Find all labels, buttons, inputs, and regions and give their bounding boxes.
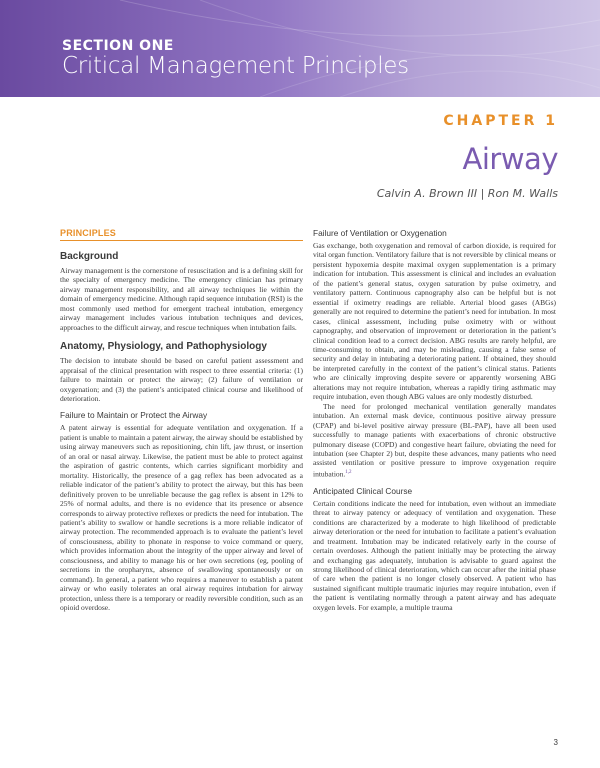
chapter-label: CHAPTER 1 xyxy=(443,113,558,129)
section-label: SECTION ONE xyxy=(62,38,174,54)
failure-airway-heading: Failure to Maintain or Protect the Airway xyxy=(60,410,208,421)
chapter-title: Airway xyxy=(462,142,558,176)
background-paragraph: Airway management is the cornerstone of resuscitation and is a defining skill for the specialty of emergency medicine. The emergency clinician has primary airway management responsibility, and all airway techniques lie within the domain of emergency medicine. Although rapid sequence intubation (RSI) is the most commonly used method for emergent tracheal intubation, emergency airway management includes various intubation techniques and devices, approaches to the difficult airway, and rescue techniques when intubation fails. xyxy=(60,266,303,332)
principles-label: PRINCIPLES xyxy=(60,228,303,241)
left-column xyxy=(60,228,303,613)
chapter-authors: Calvin A. Brown III | Ron M. Walls xyxy=(376,187,558,200)
section-title: Critical Management Principles xyxy=(62,53,409,79)
reference-superscript[interactable]: 1,2 xyxy=(345,469,352,475)
ventilation-paragraph-2 xyxy=(313,402,556,479)
section-banner xyxy=(0,0,600,97)
ventilation-heading: Failure of Ventilation or Oxygenation xyxy=(313,228,447,238)
ventilation-paragraph-2-text: The need for prolonged mechanical ventilation generally mandates intubation. An external mask device, continuous positive airway pressure (CPAP) and bi-level positive airway pressure (BL-PAP), have all been used successfully to manage patients with exacerbations of chronic obstructive pulmonary disease (COPD) and congestive heart failure, obviating the need for intubation (see Chapter 2) but, despite these advances, many patients who need assisted ventilation or positive pressure to improve oxygenation require intubation. xyxy=(313,401,556,479)
background-heading: Background xyxy=(60,251,119,262)
ventilation-paragraph: Gas exchange, both oxygenation and removal of carbon dioxide, is required for vital organ function. Ventilatory failure that is not reversible by clinical means or persistent hypoxemia despite maximal oxygen supplementation is a primary indication for intubation. This assessment is clinical and includes an evaluation of the patient’s general status, oxygen saturation by pulse oximetry, and ventilatory pattern. Continuous capnography also can be helpful but is not essential if oximetry readings are reliable. Arterial blood gases (ABGs) generally are not required to determine the patient’s need for intubation. In most cases, clinical assessment, including pulse oximetry with or without capnography, and observation of improvement or deterioration in the patient’s clinical condition lead to a correct decision. ABG results are rarely helpful, are time-consuming to obtain, and may be misleading, causing a false sense of security and delay in intubating a deteriorating patient. If obtained, they should be interpreted carefully in the context of the patient’s clinical status. Patients who are clinically improving despite severe or apparently worsening ABG alterations may not require intubation, whereas a rapidly tiring asthmatic may require intubation, even though ABG values are only modestly disturbed. xyxy=(313,241,556,402)
right-column xyxy=(313,228,556,612)
course-paragraph: Certain conditions indicate the need for intubation, even without an immediate threat to airway patency or adequacy of ventilation and oxygenation. These conditions are characterized by a moderate to high likelihood of predictable airway deterioration or the need for intubation to facilitate a patient’s evaluation and treatment. Intubation may be indicated relatively early in the course of certain overdoses. Although the patient initially may be protecting the airway and exchanging gas adequately, intubation is advisable to guard against the strong likelihood of clinical deterioration, which can occur after the initial phase of care when the patient is no longer closely observed. A patient who has sustained significant multiple traumatic injuries may require intubation, even if the patient is ventilating normally through a patent airway and has adequate oxygen levels. For example, a multiple trauma xyxy=(313,498,556,612)
anatomy-paragraph: The decision to intubate should be based on careful patient assessment and appraisal of the clinical presentation with respect to three essential criteria: (1) failure to maintain or protect the airway; (2) failure of ventilation or oxygenation; and (3) the patient’s anticipated clinical course and likelihood of deterioration. xyxy=(60,356,303,403)
page-number: 3 xyxy=(553,738,558,747)
failure-airway-paragraph: A patent airway is essential for adequate ventilation and oxygenation. If a patient is unable to maintain a patent airway, the airway should be established by using airway maneuvers such as repositioning, chin lift, jaw thrust, or insertion of an oral or nasal airway. Likewise, the patient must be able to protect against the aspiration of gastric contents, which carries significant morbidity and mortality. Historically, the presence of a gag reflex has been advocated as a reliable indicator of the patient’s ability to protect the airway, but this has been definitively proven to be unreliable because the gag reflex is absent in 12% to 25% of normal adults, and there is no evidence that its presence or absence corresponds to airway protective reflexes or predicts the need for intubation. The patient’s ability to swallow or handle secretions is a more reliable indicator of airway protection. The recommended approach is to evaluate the patient’s level of consciousness, ability to phonate in response to voice command or query, which provides information about the integrity of the upper airway and level of consciousness, and ability to manage his or her own secretions (eg, pooling of secretions in the oropharynx, absence of swallowing spontaneously or on command). In general, a patient who requires a maneuver to establish a patent airway or who easily tolerates an oral airway requires intubation for airway protection, unless there is a temporary or readily reversible condition, such as an opioid overdose. xyxy=(60,423,303,613)
course-heading: Anticipated Clinical Course xyxy=(313,485,413,496)
anatomy-heading: Anatomy, Physiology, and Pathophysiology xyxy=(60,341,267,353)
